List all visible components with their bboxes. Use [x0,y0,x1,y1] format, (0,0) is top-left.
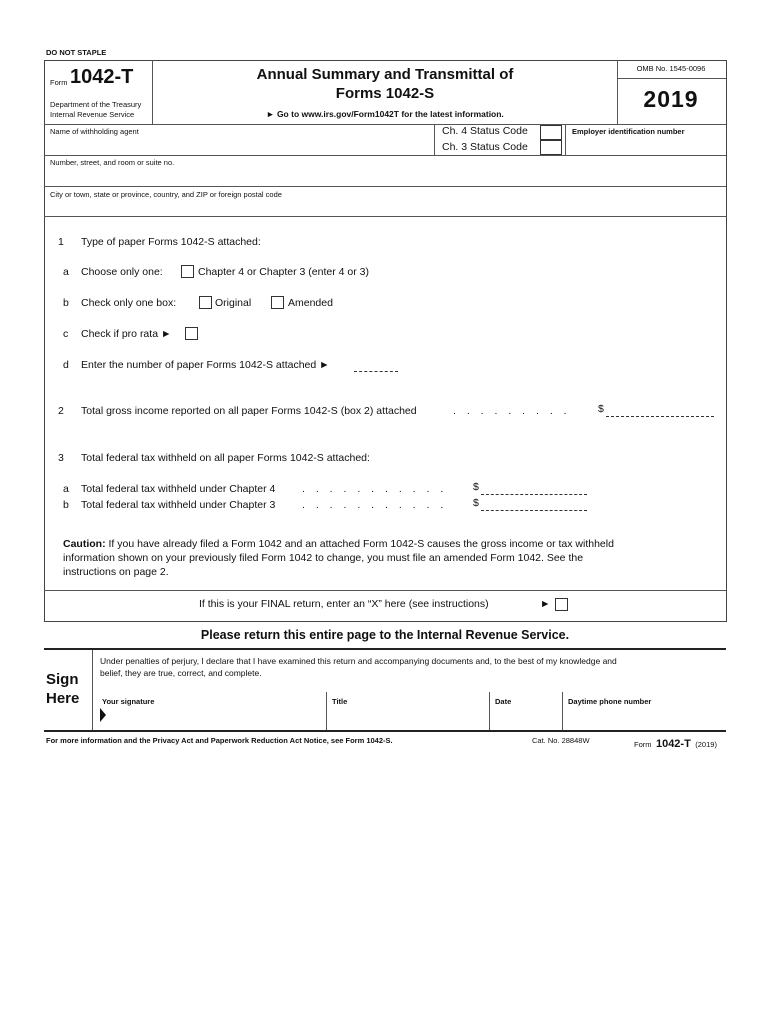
ch3-status-label: Ch. 3 Status Code [442,141,528,153]
caution-paragraph [63,537,723,579]
row-rule-1 [44,155,726,156]
ch3-status-code-box[interactable] [540,140,562,155]
phone-field[interactable] [564,706,724,728]
city-field[interactable] [44,199,724,215]
signature-field[interactable] [108,705,324,727]
footer-form-number: 1042-T [655,738,691,750]
form-id-footer [634,734,717,752]
ein-label: Employer identification number [572,127,685,136]
footer-form-word: Form [634,740,652,749]
line3a-leader-dots: . . . . . . . . . . . [302,483,448,495]
line3b-dollar-sign: $ [473,497,479,509]
row-rule-final [44,590,726,591]
amended-label: Amended [288,297,333,309]
line1a-letter: a [63,266,69,278]
form-title-line1: Annual Summary and Transmittal of [256,66,514,83]
title-field[interactable] [328,706,488,728]
your-signature-label: Your signature [102,697,155,706]
signature-arrow-icon [100,708,106,722]
chapter3-withheld-field[interactable] [481,510,587,511]
pro-rata-checkbox[interactable] [185,327,198,340]
return-notice: Please return this entire page to the Internal Revenue Service. [200,628,570,642]
line1d-text: Enter the number of paper Forms 1042-S attached ► [81,359,330,371]
goto-line: ► Go to www.irs.gov/Form1042T for the latest information. [266,109,504,119]
phone-divider [562,692,563,730]
tax-year: 2019 [643,86,699,112]
withholding-agent-name-field[interactable] [44,125,434,155]
here-label: Here [46,690,80,707]
final-arrow: ► [540,598,551,610]
line3b-letter: b [63,499,69,511]
form-title-line2: Forms 1042-S [335,85,435,102]
line1d-letter: d [63,359,69,371]
caution-label: Caution: [63,538,106,550]
title-divider [326,692,327,730]
line3b-text: Total federal tax withheld under Chapter 3 [81,499,276,511]
line3a-text: Total federal tax withheld under Chapter 4 [81,483,276,495]
privacy-notice: For more information and the Privacy Act and Paperwork Reduction Act Notice, see Form 1042-S. [46,736,393,745]
ein-field[interactable] [566,136,724,154]
line1a-option: Chapter 4 or Chapter 3 (enter 4 or 3) [198,266,370,278]
line2-dollar-sign: $ [598,403,604,415]
line1b-letter: b [63,297,69,309]
omb-rule [618,78,726,79]
line3-text: Total federal tax withheld on all paper Forms 1042-S attached: [81,452,370,464]
date-divider [489,692,490,730]
ch4-status-label: Ch. 4 Status Code [442,125,528,137]
chapter4-withheld-field[interactable] [481,494,587,495]
title-label: Title [332,697,348,706]
forms-count-field[interactable] [354,371,398,372]
line1-number: 1 [58,236,64,248]
form-word: Form [50,78,68,87]
name-label: Name of withholding agent [50,127,139,136]
original-checkbox[interactable] [199,296,212,309]
chapter-checkbox[interactable] [181,265,194,278]
do-not-staple: DO NOT STAPLE [46,48,107,57]
line2-leader-dots: . . . . . . . . . [453,405,571,417]
perjury-line2: belief, they are true, correct, and complete. [100,668,262,678]
line1b-text: Check only one box: [81,297,177,309]
original-label: Original [215,297,252,309]
final-return-checkbox[interactable] [555,598,568,611]
row-rule-2 [44,186,726,187]
line1c-letter: c [63,328,69,340]
amended-checkbox[interactable] [271,296,284,309]
status-divider [434,124,435,155]
line2-number: 2 [58,405,64,417]
address-field[interactable] [44,167,724,185]
ch4-status-code-box[interactable] [540,125,562,140]
sign-label: Sign [46,671,79,688]
sign-top-rule [44,648,726,650]
omb-number: OMB No. 1545-0096 [636,64,706,73]
row-rule-3 [44,216,726,217]
caution-line2: information shown on your previously filed Form 1042 to change, you must file an amended Form 1042. See the [63,552,584,564]
line2-text: Total gross income reported on all paper Forms 1042-S (box 2) attached [81,405,417,417]
date-label: Date [495,697,512,706]
caution-line1: If you have already filed a Form 1042 and an attached Form 1042-S causes the gross income or tax withheld [108,538,614,550]
sign-bottom-rule [44,730,726,732]
line3a-dollar-sign: $ [473,481,479,493]
irs-name: Internal Revenue Service [50,110,135,119]
caution-line3: instructions on page 2. [63,566,169,578]
line1a-text: Choose only one: [81,266,163,278]
city-label: City or town, state or province, country, and ZIP or foreign postal code [50,190,282,199]
perjury-line1: Under penalties of perjury, I declare that I have examined this return and accompanying documents and, to the best of my knowledge and [100,656,617,666]
sign-divider [92,650,93,730]
gross-income-field[interactable] [606,416,714,417]
line1c-text: Check if pro rata ► [81,328,172,340]
final-return-text: If this is your FINAL return, enter an “X” here (see instructions) [199,598,489,610]
dept-treasury: Department of the Treasury [50,100,142,109]
form-number: 1042-T [70,66,134,88]
line3a-letter: a [63,483,69,495]
address-label: Number, street, and room or suite no. [50,158,175,167]
phone-label: Daytime phone number [568,697,652,706]
date-field[interactable] [491,706,561,728]
line1-text: Type of paper Forms 1042-S attached: [81,236,261,248]
line3b-leader-dots: . . . . . . . . . . . [302,499,448,511]
footer-form-year: (2019) [695,740,717,749]
cat-number: Cat. No. 28848W [532,736,590,745]
line3-number: 3 [58,452,64,464]
